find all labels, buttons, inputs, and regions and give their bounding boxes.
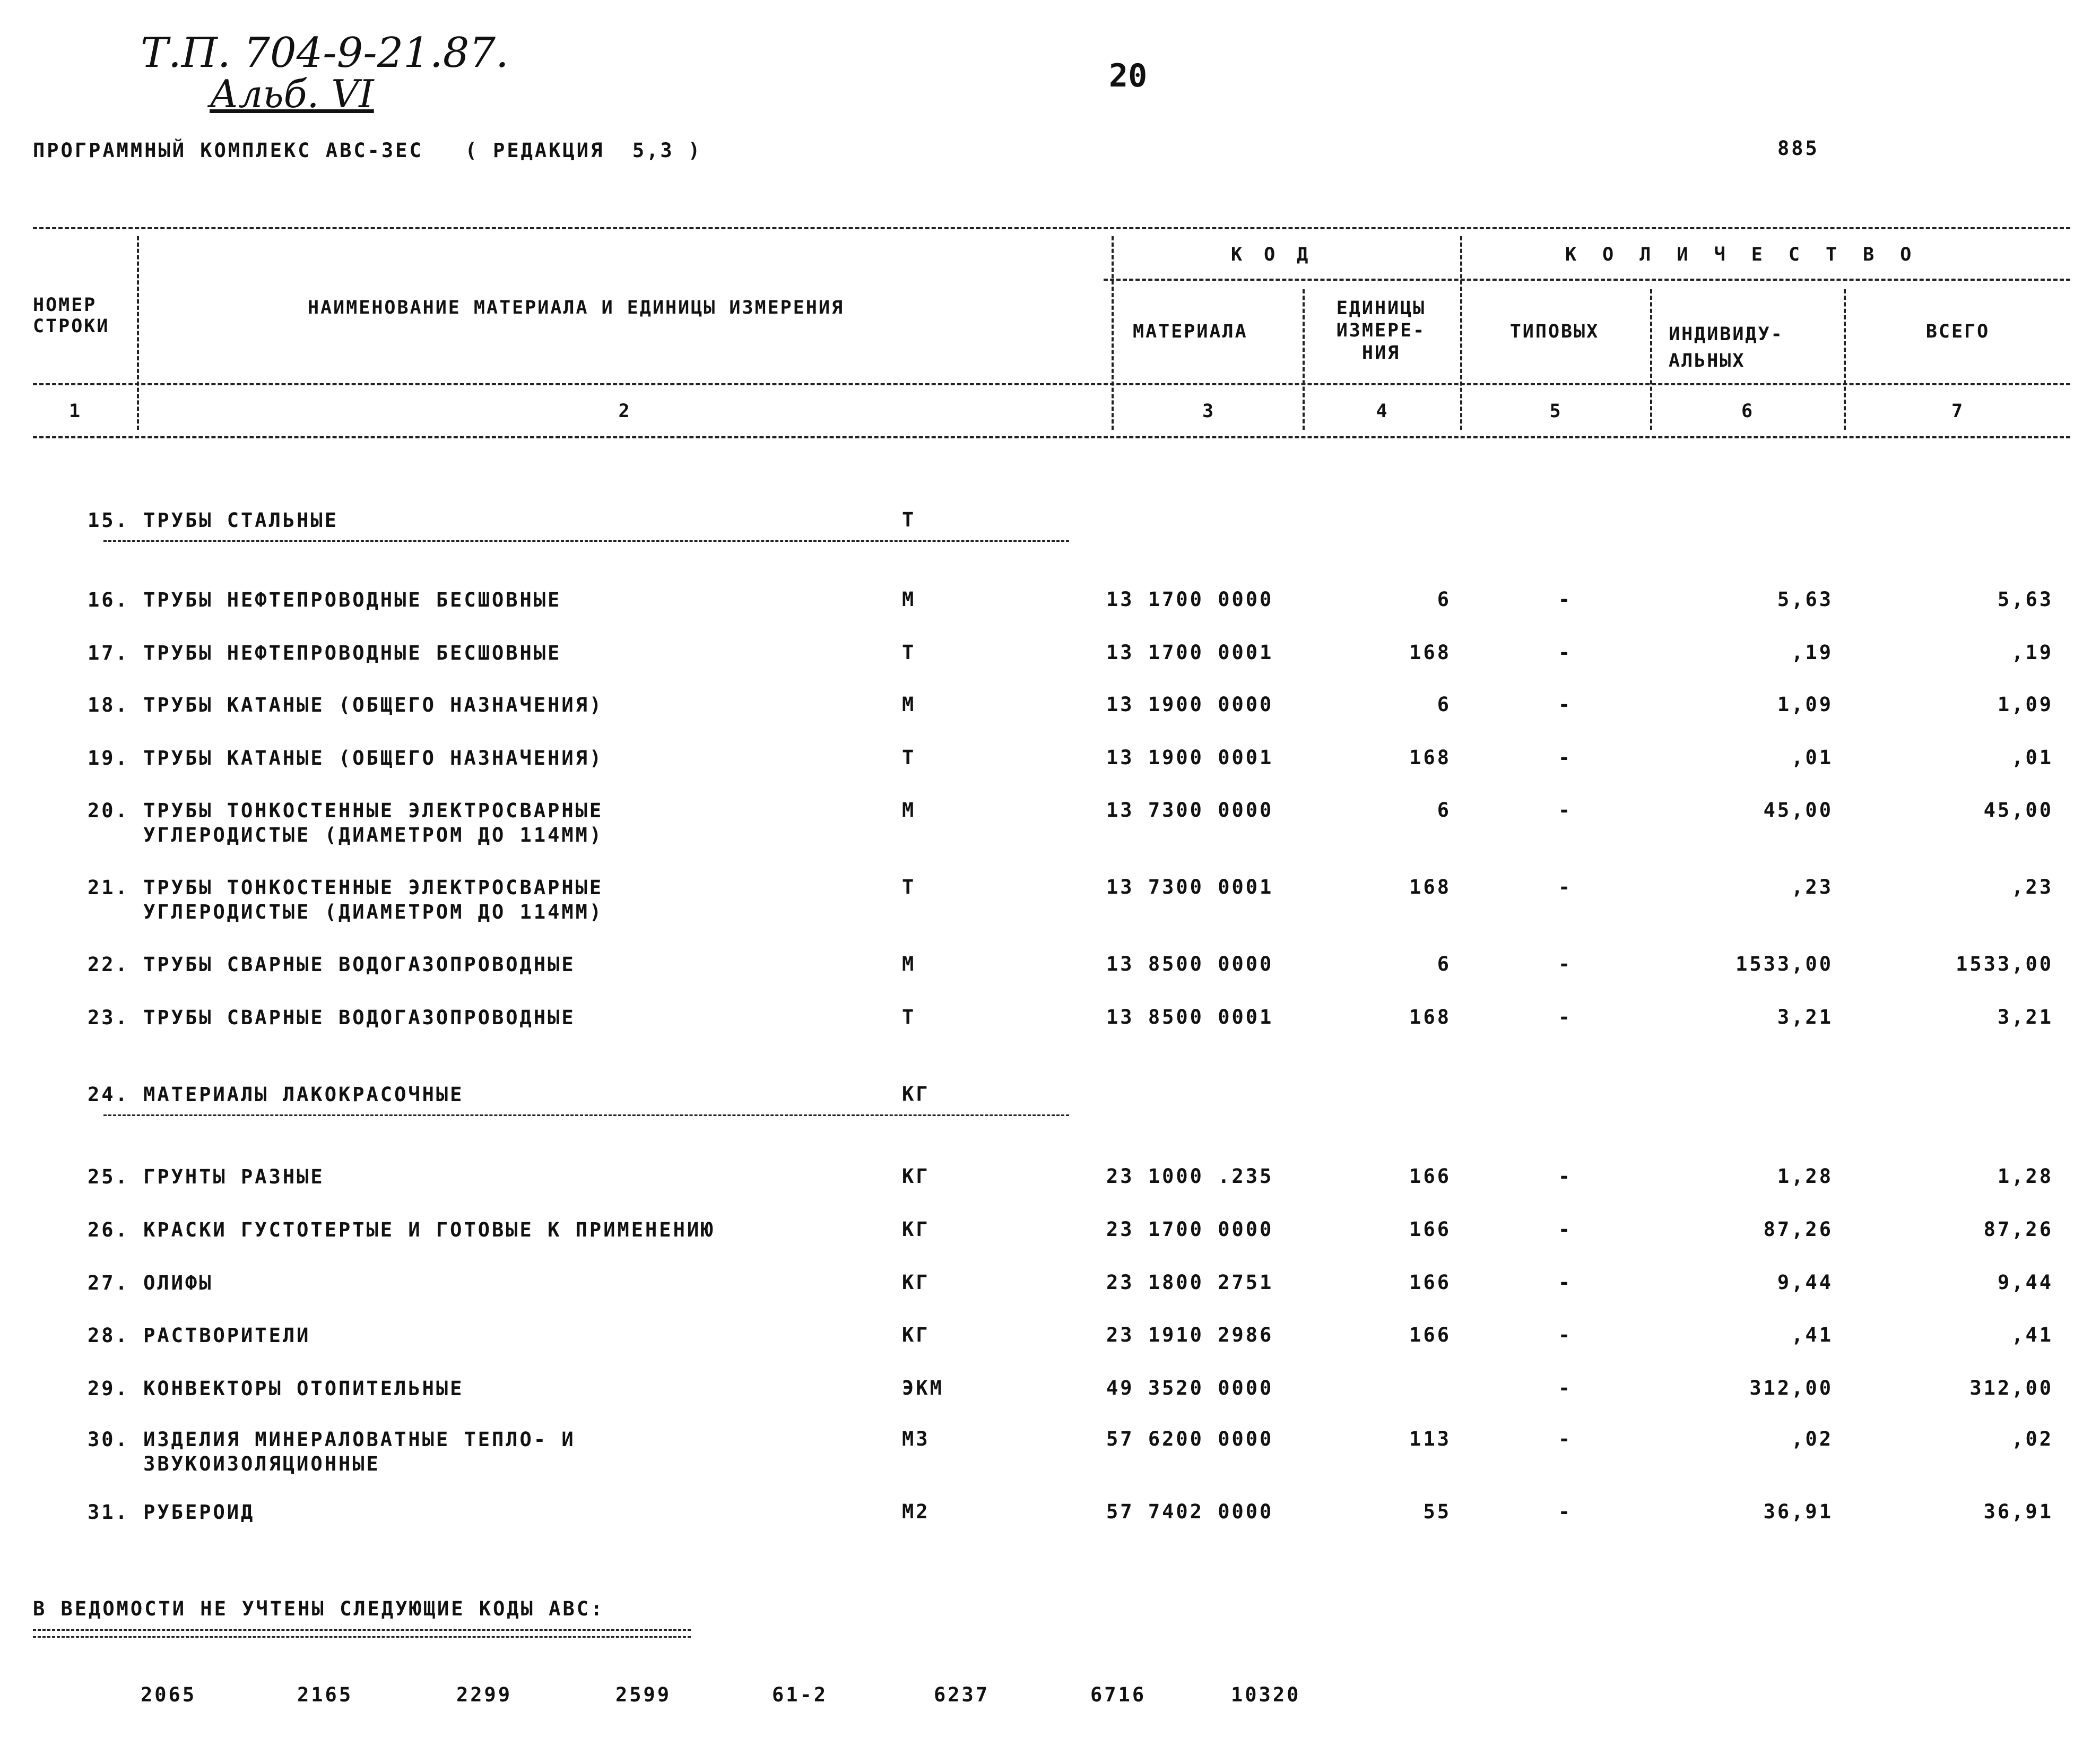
page-number: 20	[1109, 57, 1148, 94]
row-material-code: 57 6200 0000	[1106, 1428, 1274, 1450]
handwritten-reference: Т.П. 704-9-21.87.	[141, 29, 509, 77]
row-unit: КГ	[902, 1083, 930, 1105]
row-unit-code: 6	[1437, 693, 1451, 716]
row-qty-typical: -	[1558, 1165, 1573, 1188]
header-bottom-rule	[33, 383, 2070, 385]
row-name: 19. ТРУБЫ КАТАНЫЕ (ОБЩЕГО НАЗНАЧЕНИЯ)	[88, 747, 604, 770]
row-material-code: 49 3520 0000	[1106, 1377, 1274, 1399]
row-qty-individual: 312,00	[1749, 1377, 1833, 1399]
missing-code: 2599	[615, 1683, 672, 1706]
row-unit: М2	[902, 1500, 930, 1523]
row-name: 16. ТРУБЫ НЕФТЕПРОВОДНЫЕ БЕСШОВНЫЕ	[88, 589, 562, 611]
row-qty-total: 312,00	[1969, 1377, 2053, 1399]
missing-code: 2299	[456, 1683, 513, 1706]
row-unit: Т	[902, 508, 916, 531]
row-unit-code: 166	[1409, 1165, 1451, 1188]
row-qty-total: ,01	[2011, 746, 2053, 769]
row-qty-individual: 1,09	[1777, 693, 1833, 716]
row-qty-total: 1,28	[1997, 1165, 2053, 1188]
row-unit: Т	[902, 641, 916, 664]
row-qty-typical: -	[1558, 1006, 1573, 1028]
row-qty-typical: -	[1558, 799, 1573, 822]
row-qty-total: ,19	[2011, 641, 2053, 664]
row-unit-code: 166	[1409, 1271, 1451, 1294]
row-qty-typical: -	[1558, 1218, 1573, 1241]
row-qty-total: ,41	[2011, 1324, 2053, 1346]
colnum-bottom-rule	[33, 436, 2070, 438]
row-qty-total: 9,44	[1997, 1271, 2053, 1294]
colnum-3: 3	[1202, 401, 1216, 422]
header-qty-typical: ТИПОВЫХ	[1509, 321, 1600, 342]
row-qty-individual: ,23	[1791, 876, 1833, 898]
row-qty-typical: -	[1558, 1428, 1573, 1450]
row-unit: М3	[902, 1428, 930, 1450]
colnum-2: 2	[618, 401, 631, 422]
row-qty-total: 87,26	[1983, 1218, 2053, 1241]
row-name: 22. ТРУБЫ СВАРНЫЕ ВОДОГАЗОПРОВОДНЫЕ	[88, 953, 576, 976]
row-unit: Т	[902, 1006, 916, 1028]
header-qty-total: ВСЕГО	[1925, 321, 1990, 342]
row-qty-total: 3,21	[1997, 1006, 2053, 1028]
row-unit-code: 168	[1409, 1006, 1451, 1028]
row-qty-individual: 45,00	[1763, 799, 1833, 822]
row-name: 17. ТРУБЫ НЕФТЕПРОВОДНЫЕ БЕСШОВНЫЕ	[88, 642, 562, 664]
header-qty-individual: ИНДИВИДУ- АЛЬНЫХ	[1669, 324, 1784, 371]
header-code-material: МАТЕРИАЛА	[1133, 321, 1248, 342]
row-qty-individual: ,41	[1791, 1324, 1833, 1346]
row-name: 25. ГРУНТЫ РАЗНЫЕ	[88, 1165, 325, 1188]
row-unit: М	[902, 953, 916, 975]
row-name: 24. МАТЕРИАЛЫ ЛАКОКРАСОЧНЫЕ	[88, 1083, 464, 1106]
row-qty-typical: -	[1558, 746, 1573, 769]
colnum-5: 5	[1549, 401, 1563, 422]
row-name: 23. ТРУБЫ СВАРНЫЕ ВОДОГАЗОПРОВОДНЫЕ	[88, 1006, 576, 1029]
row-qty-individual: 36,91	[1763, 1500, 1833, 1523]
missing-code: 6716	[1090, 1683, 1147, 1706]
row-name: 26. КРАСКИ ГУСТОТЕРТЫЕ И ГОТОВЫЕ К ПРИМЕНЕНИЮ	[88, 1218, 715, 1241]
handwritten-album: Альб. VI	[210, 72, 374, 116]
row-name: 18. ТРУБЫ КАТАНЫЕ (ОБЩЕГО НАЗНАЧЕНИЯ)	[88, 694, 604, 716]
row-material-code: 23 1910 2986	[1106, 1324, 1274, 1346]
colnum-1: 1	[68, 401, 82, 422]
row-unit-code: 6	[1437, 953, 1451, 975]
header-code-unit: ЕДИНИЦЫ ИЗМЕРЕ- НИЯ	[1336, 298, 1426, 364]
row-unit-code: 113	[1409, 1428, 1451, 1450]
missing-code: 10320	[1231, 1683, 1301, 1706]
row-unit: М	[902, 588, 916, 611]
row-material-code: 13 1900 0000	[1106, 693, 1274, 716]
missing-code: 61-2	[772, 1683, 828, 1706]
row-material-code: 23 1800 2751	[1106, 1271, 1274, 1294]
code-group-rule	[1104, 279, 2070, 281]
header-qty-group: К О Л И Ч Е С Т В О	[1565, 244, 1919, 265]
row-unit: ЭКМ	[902, 1377, 944, 1399]
row-unit: М	[902, 693, 916, 716]
row-unit-code: 6	[1437, 588, 1451, 611]
row-qty-individual: 87,26	[1763, 1218, 1833, 1241]
row-name: 28. РАСТВОРИТЕЛИ	[88, 1324, 311, 1347]
row-name: 30. ИЗДЕЛИЯ МИНЕРАЛОВАТНЫЕ ТЕПЛО- И ЗВУКОИЗОЛЯЦИОННЫЕ	[88, 1428, 576, 1475]
row-material-code: 13 1900 0001	[1106, 746, 1274, 769]
row-qty-individual: 3,21	[1777, 1006, 1833, 1028]
row-qty-individual: 5,63	[1777, 588, 1833, 611]
row-unit: КГ	[902, 1324, 930, 1346]
table-top-rule	[33, 227, 2070, 229]
missing-code: 6237	[934, 1683, 990, 1706]
row-qty-typical: -	[1558, 588, 1573, 611]
row-unit: КГ	[902, 1271, 930, 1294]
row-name: 20. ТРУБЫ ТОНКОСТЕННЫЕ ЭЛЕКТРОСВАРНЫЕ УГЛЕРОДИСТЫЕ (ДИАМЕТРОМ ДО 114ММ)	[88, 799, 604, 846]
row-material-code: 13 1700 0000	[1106, 588, 1274, 611]
row-unit-code: 166	[1409, 1218, 1451, 1241]
row-name: 21. ТРУБЫ ТОНКОСТЕННЫЕ ЭЛЕКТРОСВАРНЫЕ УГЛЕРОДИСТЫЕ (ДИАМЕТРОМ ДО 114ММ)	[88, 876, 604, 923]
missing-code: 2065	[141, 1683, 197, 1706]
row-qty-typical: -	[1558, 1377, 1573, 1399]
colnum-6: 6	[1741, 401, 1755, 422]
section-underline	[103, 1114, 1069, 1116]
colnum-7: 7	[1951, 401, 1965, 422]
row-material-code: 23 1000 .235	[1106, 1165, 1274, 1188]
row-qty-individual: ,02	[1791, 1428, 1833, 1450]
footer-note: В ВЕДОМОСТИ НЕ УЧТЕНЫ СЛЕДУЮЩИЕ КОДЫ АВС:	[33, 1597, 605, 1620]
row-unit-code: 166	[1409, 1324, 1451, 1346]
row-material-code: 13 7300 0001	[1106, 876, 1274, 898]
row-material-code: 23 1700 0000	[1106, 1218, 1274, 1241]
section-underline	[103, 540, 1069, 542]
row-material-code: 57 7402 0000	[1106, 1500, 1274, 1523]
row-qty-typical: -	[1558, 953, 1573, 975]
row-qty-individual: ,01	[1791, 746, 1833, 769]
row-qty-total: 1,09	[1997, 693, 2053, 716]
row-unit: КГ	[902, 1218, 930, 1241]
missing-code: 2165	[297, 1683, 353, 1706]
row-qty-individual: 1,28	[1777, 1165, 1833, 1188]
row-qty-total: ,02	[2011, 1428, 2053, 1450]
row-qty-individual: 1533,00	[1735, 953, 1833, 975]
header-row-number: НОМЕР СТРОКИ	[33, 295, 110, 337]
row-unit: Т	[902, 876, 916, 898]
row-material-code: 13 7300 0000	[1106, 799, 1274, 822]
row-qty-typical: -	[1558, 1324, 1573, 1346]
sheet-number: 885	[1777, 137, 1819, 160]
row-name: 29. КОНВЕКТОРЫ ОТОПИТЕЛЬНЫЕ	[88, 1377, 464, 1400]
row-unit-code: 168	[1409, 641, 1451, 664]
row-material-code: 13 8500 0000	[1106, 953, 1274, 975]
program-title: ПРОГРАММНЫЙ КОМПЛЕКС АВС-3ЕС ( РЕДАКЦИЯ 5,3 )	[33, 139, 702, 162]
row-unit-code: 55	[1423, 1500, 1451, 1523]
row-unit-code: 6	[1437, 799, 1451, 822]
row-qty-total: 36,91	[1983, 1500, 2053, 1523]
row-qty-total: 1533,00	[1956, 953, 2053, 975]
row-name: 31. РУБЕРОИД	[88, 1501, 255, 1524]
header-code-group: К О Д	[1231, 244, 1314, 265]
row-name: 15. ТРУБЫ СТАЛЬНЫЕ	[88, 509, 339, 532]
row-qty-total: 45,00	[1983, 799, 2053, 822]
row-qty-typical: -	[1558, 1271, 1573, 1294]
row-qty-typical: -	[1558, 1500, 1573, 1523]
row-unit: Т	[902, 746, 916, 769]
row-material-code: 13 1700 0001	[1106, 641, 1274, 664]
row-qty-typical: -	[1558, 641, 1573, 664]
row-unit-code: 168	[1409, 746, 1451, 769]
row-unit-code: 168	[1409, 876, 1451, 898]
row-material-code: 13 8500 0001	[1106, 1006, 1274, 1028]
row-name: 27. ОЛИФЫ	[88, 1272, 213, 1294]
header-name: НАИМЕНОВАНИЕ МАТЕРИАЛА И ЕДИНИЦЫ ИЗМЕРЕНИЯ	[308, 297, 845, 318]
row-qty-typical: -	[1558, 693, 1573, 716]
row-unit: КГ	[902, 1165, 930, 1188]
row-qty-typical: -	[1558, 876, 1573, 898]
row-qty-total: 5,63	[1997, 588, 2053, 611]
row-qty-individual: ,19	[1791, 641, 1833, 664]
row-qty-total: ,23	[2011, 876, 2053, 898]
colnum-4: 4	[1376, 401, 1389, 422]
row-unit: М	[902, 799, 916, 822]
row-qty-individual: 9,44	[1777, 1271, 1833, 1294]
footer-underline	[33, 1629, 691, 1638]
